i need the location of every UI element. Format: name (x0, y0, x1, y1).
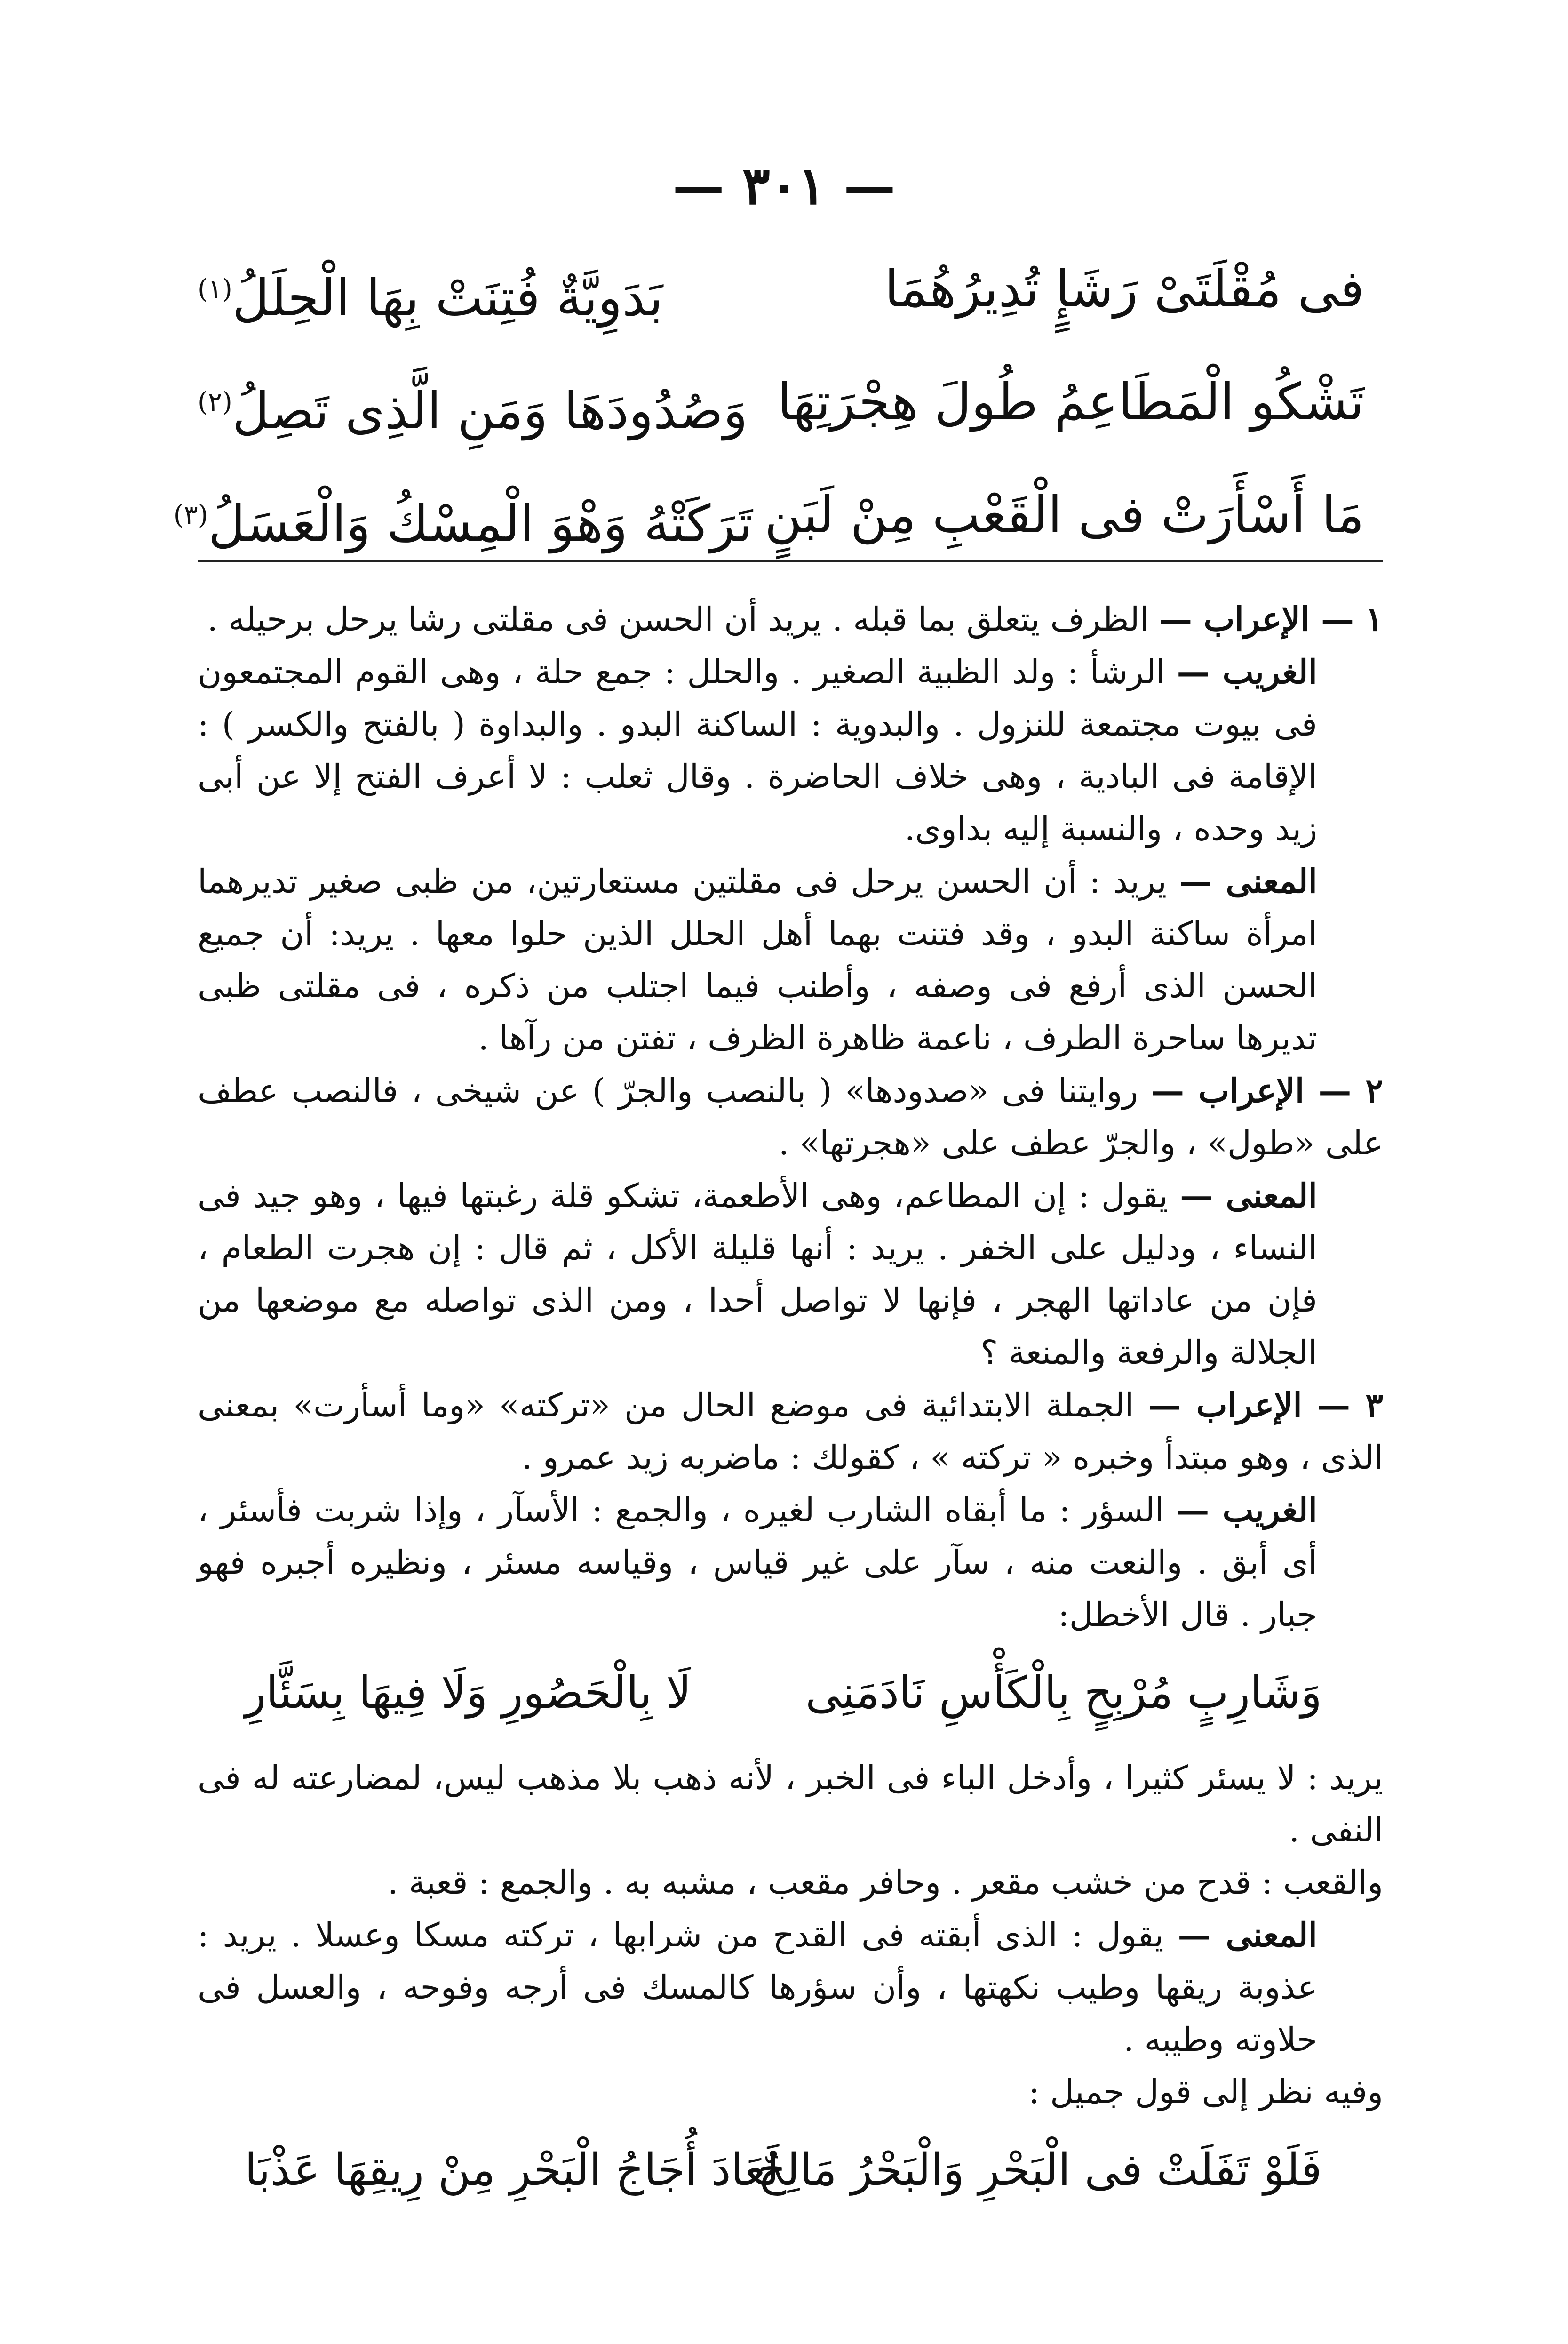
note-3-gharib-label: الغريب — (1176, 1490, 1317, 1529)
verse-1-first-hemistich: فى مُقْلَتَىْ رَشَإٍ تُدِيرُهُمَا (884, 260, 1364, 319)
note-2-irab-label: ٢ — الإعراب — (1151, 1071, 1383, 1110)
verse-2 (198, 367, 1364, 480)
jamil-quote-first-hemistich: فَلَوْ تَفَلَتْ فى الْبَحْرِ وَالْبَحْرُ مَالِحٌ (757, 2144, 1322, 2196)
note-2-maana-label: المعنى — (1180, 1176, 1318, 1215)
jamil-intro: وفيه نظر إلى قول جميل : (1028, 2072, 1383, 2111)
jamil-quote-second-hemistich: لَعَادَ أُجَاجُ الْبَحْرِ مِنْ رِيقِهَا عَذْبَا (245, 2144, 780, 2196)
note-1-gharib (198, 646, 1383, 855)
note-2-irab-text: روايتنا فى «صدودها» ( بالنصب والجرّ ) عن شيخى ، فالنصب عطف على «طول» ، والجرّ عطف على «هجرتها» . (198, 1072, 1383, 1162)
akhtal-quote-first-hemistich: وَشَارِبٍ مُرْبِحٍ بِالْكَأْسِ نَادَمَنِى (805, 1667, 1322, 1719)
verse-3-second-text: تَرَكَتْهُ وَهْوَ الْمِسْكُ وَالْعَسَلُ (208, 495, 753, 553)
note-1-maana-text: يريد : أن الحسن يرحل فى مقلتين مستعارتين، من ظبى صغير تديرهما امرأة ساكنة البدو ، وقد فتنت بهما أهل الحلل الذين حلوا معها . يريد: أن جميع الحسن الذى أرفع فى وصفه ، وأطنب فيما اجتلب من ذكره ، فى مقلتى ظبى تديرها ساحرة الطرف ، ناعمة ظاهرة الظرف ، تفتن من رآها . (198, 862, 1317, 1057)
verse-2-second-text: وَصُدُودَهَا وَمَنِ الَّذِى تَصِلُ (232, 382, 748, 440)
note-3-irab-label: ٣ — الإعراب — (1148, 1385, 1384, 1424)
note-3-maana-label: المعنى — (1178, 1915, 1317, 1954)
note-2-maana (198, 1169, 1383, 1379)
verse-3-first-hemistich: مَا أَسْأَرَتْ فى الْقَعْبِ مِنْ لَبَنٍ (764, 486, 1364, 544)
verse-1-footnote-marker: (١) (198, 274, 232, 304)
commentary (198, 593, 1383, 2229)
note-1-maana-label: المعنى — (1179, 862, 1317, 901)
note-1-maana (198, 855, 1383, 1064)
note-3-gharib-text: السؤر : ما أبقاه الشارب لغيره ، والجمع : الأسآر ، وإذا شربت فأسئر ، أى أبق . والنعت منه ، سآر على غير قياس ، وقياسه مسئر ، ونظيره أجبره فهو جبار . قال الأخطل: (198, 1491, 1317, 1634)
note-2-irab (198, 1064, 1383, 1169)
page-number: — ٣٠١ — (672, 155, 896, 216)
note-1-irab-text: الظرف يتعلق بما قبله . يريد أن الحسن فى مقلتى رشا يرحل برحيله . (207, 600, 1160, 639)
note-1-irab (198, 593, 1383, 646)
note-1-irab-label: ١ — الإعراب — (1159, 600, 1383, 639)
note-3-maana (198, 1909, 1383, 2066)
note-3-irab-text: الجملة الابتدائية فى موضع الحال من «تركته» «وما أسأرت» بمعنى الذى ، وهو مبتدأ وخبره « تركته » ، كقولك : ماضربه زيد عمرو . (198, 1386, 1383, 1477)
note-2-maana-text: يقول : إن المطاعم، وهى الأطعمة، تشكو قلة رغبتها فيها ، وهو جيد فى النساء ، ودليل على الخفر . يريد : أنها قليلة الأكل ، ثم قال : إن هجرت الطعام ، فإن من عاداتها الهجر ، فإنها لا تواصل أحدا ، ومن الذى تواصله مع موضعها من الجلالة والرفعة والمنعة ؟ (198, 1176, 1317, 1372)
note-1-gharib-text: الرشأ : ولد الظبية الصغير . والحلل : جمع حلة ، وهى القوم المجتمعون فى بيوت مجتمعة للنزول . والبدوية : الساكنة البدو . والبداوة ( بالفتح والكسر ) : الإقامة فى البادية ، وهى خلاف الحاضرة . وقال ثعلب : لا أعرف الفتح إلا عن أبى زيد وحده ، والنسبة إليه بداوى. (198, 653, 1317, 848)
verse-2-footnote-marker: (٢) (198, 387, 232, 417)
note-3-qab: والقعب : قدح من خشب مقعر . وحافر مقعب ، مشبه به . والجمع : قعبة . (388, 1863, 1383, 1902)
akhtal-quote-second-hemistich: لَا بِالْحَصُورِ وَلَا فِيهَا بِسَئَّارِ (245, 1667, 692, 1719)
akhtal-quote-verse (198, 1658, 1383, 1738)
note-3-irab (198, 1379, 1383, 1484)
verse-2-first-hemistich: تَشْكُو الْمَطَاعِمُ طُولَ هِجْرَتِهَا (777, 373, 1364, 432)
verse-2-second-hemistich (198, 367, 753, 447)
note-3-maana-text: يقول : الذى أبقته فى القدح من شرابها ، تركته مسكا وعسلا . يريد : عذوبة ريقها وطيب نكهتها ، وأن سؤرها كالمسك فى أرجه وفوحه ، والعسل فى حلاوته وطيبه . (198, 1916, 1317, 2059)
verse-1 (198, 254, 1364, 367)
verse-3-second-hemistich (173, 480, 753, 560)
note-3-gharib (198, 1484, 1383, 1641)
footnote-divider (198, 560, 1383, 562)
jamil-quote-verse (198, 2135, 1383, 2215)
poem-verses (173, 254, 1364, 593)
verse-3 (173, 480, 1364, 593)
note-1-gharib-label: الغريب — (1177, 652, 1317, 691)
note-3-yurid: يريد : لا يسئر كثيرا ، وأدخل الباء فى الخبر ، لأنه ذهب بلا مذهب ليس، لمضارعته له فى النفى . (198, 1759, 1383, 1849)
verse-1-second-hemistich (198, 254, 753, 334)
verse-1-second-text: بَدَوِيَّةٌ فُتِنَتْ بِهَا الْحِلَلُ (232, 269, 663, 328)
verse-3-footnote-marker: (٣) (173, 500, 208, 530)
